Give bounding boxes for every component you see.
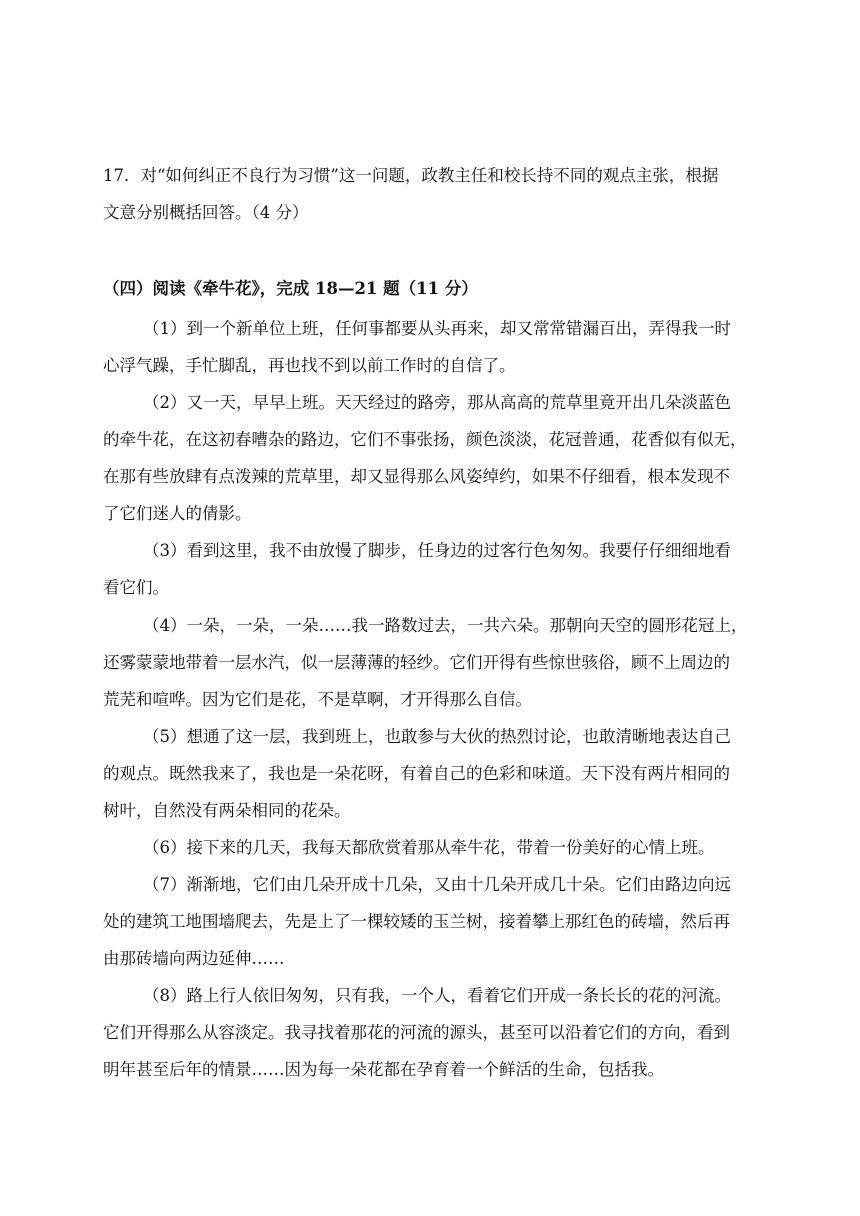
paragraph-7-line-3: 由那砖墙向两边延伸…… (103, 949, 285, 968)
paragraph-5-line-2: 的观点。既然我来了，我也是一朵花呀，有着自己的色彩和味道。天下没有两片相同的 (103, 764, 730, 783)
paragraph-5-line-3: 树叶，自然没有两朵相同的花朵。 (103, 801, 351, 820)
paragraph-2-line-1: （2）又一天，早早上班。天天经过的路旁，那从高高的荒草里竟开出几朵淡蓝色 (143, 393, 731, 412)
paragraph-4-line-2: 还雾蒙蒙地带着一层水汽，似一层薄薄的轻纱。它们开得有些惊世骇俗，顾不上周边的 (103, 653, 730, 672)
paragraph-1-line-2: 心浮气躁，手忙脚乱，再也找不到以前工作时的自信了。 (103, 356, 516, 375)
paragraph-2-line-2: 的牵牛花，在这初春嘈杂的路边，它们不事张扬，颜色淡淡，花冠普通，花香似有似无， (103, 430, 747, 449)
question-17-line-2: 文意分别概括回答。（4 分） (103, 203, 309, 222)
paragraph-2-line-4: 了它们迷人的倩影。 (103, 504, 252, 523)
section-4-heading: （四）阅读《牵牛花》，完成 18—21 题（11 分） (103, 279, 478, 298)
paragraph-2-line-3: 在那有些放肆有点泼辣的荒草里，却又显得那么风姿绰约，如果不仔细看，根本发现不 (103, 467, 730, 486)
paragraph-7-line-1: （7）渐渐地，它们由几朵开成十几朵，又由十几朵开成几十朵。它们由路边向远 (143, 875, 731, 894)
paragraph-6-line-1: （6）接下来的几天，我每天都欣赏着那从牵牛花，带着一份美好的心情上班。 (143, 838, 715, 857)
paragraph-3-line-1: （3）看到这里，我不由放慢了脚步，任身边的过客行色匆匆。我要仔仔细细地看 (143, 541, 731, 560)
paragraph-8-line-3: 明年甚至后年的情景……因为每一朵花都在孕育着一个鲜活的生命，包括我。 (103, 1060, 664, 1079)
paragraph-4-line-3: 荒芜和喧哗。因为它们是花，不是草啊，才开得那么自信。 (103, 690, 532, 709)
paragraph-1-line-1: （1）到一个新单位上班，任何事都要从头再来，却又常常错漏百出，弄得我一时 (143, 319, 731, 338)
paragraph-5-line-1: （5）想通了这一层，我到班上，也敢参与大伙的热烈讨论，也敢清晰地表达自己 (143, 727, 731, 746)
paragraph-3-line-2: 看它们。 (103, 578, 169, 597)
paragraph-7-line-2: 处的建筑工地围墙爬去，先是上了一棵较矮的玉兰树，接着攀上那红色的砖墙，然后再 (103, 912, 730, 931)
question-17-line-1: 17．对“如何纠正不良行为习惯”这一问题，政教主任和校长持不同的观点主张，根据 (103, 166, 719, 185)
paragraph-4-line-1: （4）一朵，一朵，一朵……我一路数过去，一共六朵。那朝向天空的圆形花冠上， (143, 616, 748, 635)
paragraph-8-line-1: （8）路上行人依旧匆匆，只有我，一个人，看着它们开成一条长长的花的河流。 (143, 986, 731, 1005)
paragraph-8-line-2: 它们开得那么从容淡定。我寻找着那花的河流的源头，甚至可以沿着它们的方向，看到 (103, 1023, 730, 1042)
